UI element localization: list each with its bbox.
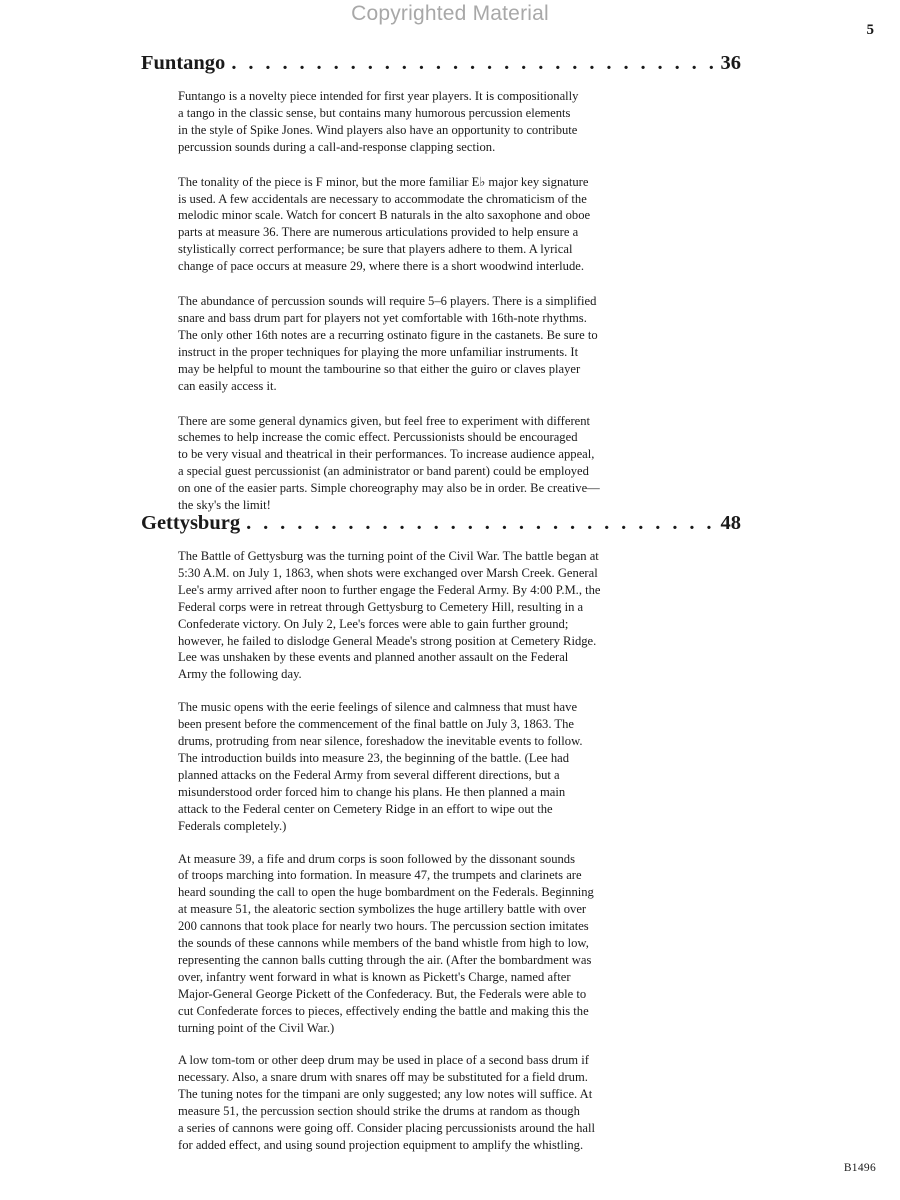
text-line: misunderstood order forced him to change his plans. He then planned a main — [178, 784, 566, 799]
section-body — [178, 548, 740, 1170]
text-line: percussion sounds during a call-and-response clapping section. — [178, 139, 496, 154]
text-line: Federal corps were in retreat through Gettysburg to Cemetery Hill, resulting in a — [178, 599, 584, 614]
paragraph — [178, 174, 740, 275]
text-line: 5:30 A.M. on July 1, 1863, when shots were exchanged over Marsh Creek. General — [178, 565, 598, 580]
catalog-code: B1496 — [843, 1162, 876, 1174]
text-line: change of pace occurs at measure 29, where there is a short woodwind interlude. — [178, 259, 584, 274]
text-line: a tango in the classic sense, but contains many humorous percussion elements — [178, 105, 571, 120]
text-line: turning point of the Civil War.) — [178, 1020, 335, 1035]
text-line: however, he failed to dislodge General Meade's strong position at Cemetery Ridge. — [178, 633, 597, 648]
text-line: The abundance of percussion sounds will require 5–6 players. There is a simplified — [178, 294, 597, 309]
section-page-reference: 48 — [720, 512, 741, 534]
text-line: stylistically correct performance; be sure that players adhere to them. A lyrical — [178, 242, 573, 257]
page-number: 5 — [866, 22, 874, 38]
text-line: attack to the Federal center on Cemetery Ridge in an effort to wipe out the — [178, 801, 553, 816]
text-line: may be helpful to mount the tambourine so that either the guiro or claves player — [178, 361, 581, 376]
text-line: measure 51, the percussion section should strike the drums at random as though — [178, 1104, 580, 1119]
section-page-reference: 36 — [720, 52, 741, 74]
text-line: The tonality of the piece is F minor, but the more familiar E♭ major key signature — [178, 174, 589, 189]
text-line: a special guest percussionist (an administrator or band parent) could be employed — [178, 464, 589, 479]
text-line: At measure 39, a fife and drum corps is soon followed by the dissonant sounds — [178, 851, 575, 866]
dot-leader — [246, 512, 714, 535]
text-line: The only other 16th notes are a recurring ostinato figure in the castanets. Be sure to — [178, 327, 598, 342]
text-line: Federals completely.) — [178, 818, 287, 833]
text-line: 200 cannons that took place for nearly two hours. The percussion section imitates — [178, 919, 589, 934]
text-line: drums, protruding from near silence, foreshadow the inevitable events to follow. — [178, 734, 583, 749]
text-line: snare and bass drum part for players not yet comfortable with 16th-note rhythms. — [178, 310, 587, 325]
text-line: parts at measure 36. There are numerous articulations provided to help ensure a — [178, 225, 579, 240]
section-title: Funtango — [141, 52, 226, 74]
text-line: to be very visual and theatrical in their performances. To increase audience appeal, — [178, 447, 595, 462]
text-line: the sounds of these cannons while members of the band whistle from high to low, — [178, 936, 589, 951]
section-heading — [141, 512, 741, 538]
text-line: over, infantry went forward in what is known as Pickett's Charge, named after — [178, 969, 571, 984]
text-line: at measure 51, the aleatoric section symbolizes the huge artillery battle with over — [178, 902, 587, 917]
text-line: is used. A few accidentals are necessary to accommodate the chromaticism of the — [178, 191, 587, 206]
text-line: Lee was unshaken by these events and planned another assault on the Federal — [178, 650, 569, 665]
paragraph — [178, 1052, 740, 1153]
paragraph — [178, 413, 740, 514]
text-line: The music opens with the eerie feelings of silence and calmness that must have — [178, 700, 578, 715]
text-line: for added effect, and using sound projection equipment to amplify the whistling. — [178, 1138, 584, 1152]
section-body — [178, 88, 740, 532]
text-line: heard sounding the call to open the huge bombardment on the Federals. Beginning — [178, 885, 594, 900]
text-line: The Battle of Gettysburg was the turning point of the Civil War. The battle began at — [178, 549, 599, 563]
paragraph — [178, 851, 740, 1037]
text-line: The tuning notes for the timpani are only suggested; any low notes will suffice. At — [178, 1087, 593, 1102]
copyright-watermark: Copyrighted Material — [351, 2, 549, 25]
text-line: Major-General George Pickett of the Confederacy. But, the Federals were able to — [178, 986, 587, 1001]
paragraph — [178, 699, 740, 834]
dot-leader — [231, 52, 714, 75]
text-line: can easily access it. — [178, 378, 277, 393]
text-line: planned attacks on the Federal Army from several different directions, but a — [178, 767, 560, 782]
text-line: melodic minor scale. Watch for concert B naturals in the alto saxophone and oboe — [178, 208, 591, 223]
text-line: a series of cannons were going off. Consider placing percussionists around the hall — [178, 1121, 596, 1136]
text-line: representing the cannon balls cutting through the air. (After the bombardment was — [178, 952, 592, 967]
text-line: instruct in the proper techniques for playing the more unfamiliar instruments. It — [178, 344, 579, 359]
text-line: Confederate victory. On July 2, Lee's forces were able to gain further ground; — [178, 616, 569, 631]
text-line: cut Confederate forces to pieces, effectively ending the battle and making this the — [178, 1003, 589, 1018]
text-line: necessary. Also, a snare drum with snares off may be substituted for a field drum. — [178, 1070, 588, 1085]
paragraph — [178, 88, 740, 156]
section-heading — [141, 52, 741, 78]
text-line: been present before the commencement of the final battle on July 3, 1863. The — [178, 717, 574, 732]
text-line: schemes to help increase the comic effect. Percussionists should be encouraged — [178, 430, 578, 445]
section-title: Gettysburg — [141, 512, 241, 534]
text-line: in the style of Spike Jones. Wind players also have an opportunity to contribute — [178, 122, 578, 137]
text-line: Lee's army arrived after noon to further engage the Federal Army. By 4:00 P.M., the — [178, 582, 601, 597]
text-line: of troops marching into formation. In measure 47, the trumpets and clarinets are — [178, 868, 582, 883]
paragraph — [178, 548, 740, 683]
text-line: Army the following day. — [178, 667, 302, 682]
text-line: on one of the easier parts. Simple choreography may also be in order. Be creative— — [178, 481, 600, 496]
text-line: The introduction builds into measure 23, the beginning of the battle. (Lee had — [178, 750, 570, 765]
text-line: There are some general dynamics given, but feel free to experiment with different — [178, 413, 591, 428]
paragraph — [178, 293, 740, 394]
text-line: the sky's the limit! — [178, 498, 271, 513]
text-line: A low tom-tom or other deep drum may be used in place of a second bass drum if — [178, 1053, 589, 1068]
text-line: Funtango is a novelty piece intended for first year players. It is compositionally — [178, 89, 579, 103]
